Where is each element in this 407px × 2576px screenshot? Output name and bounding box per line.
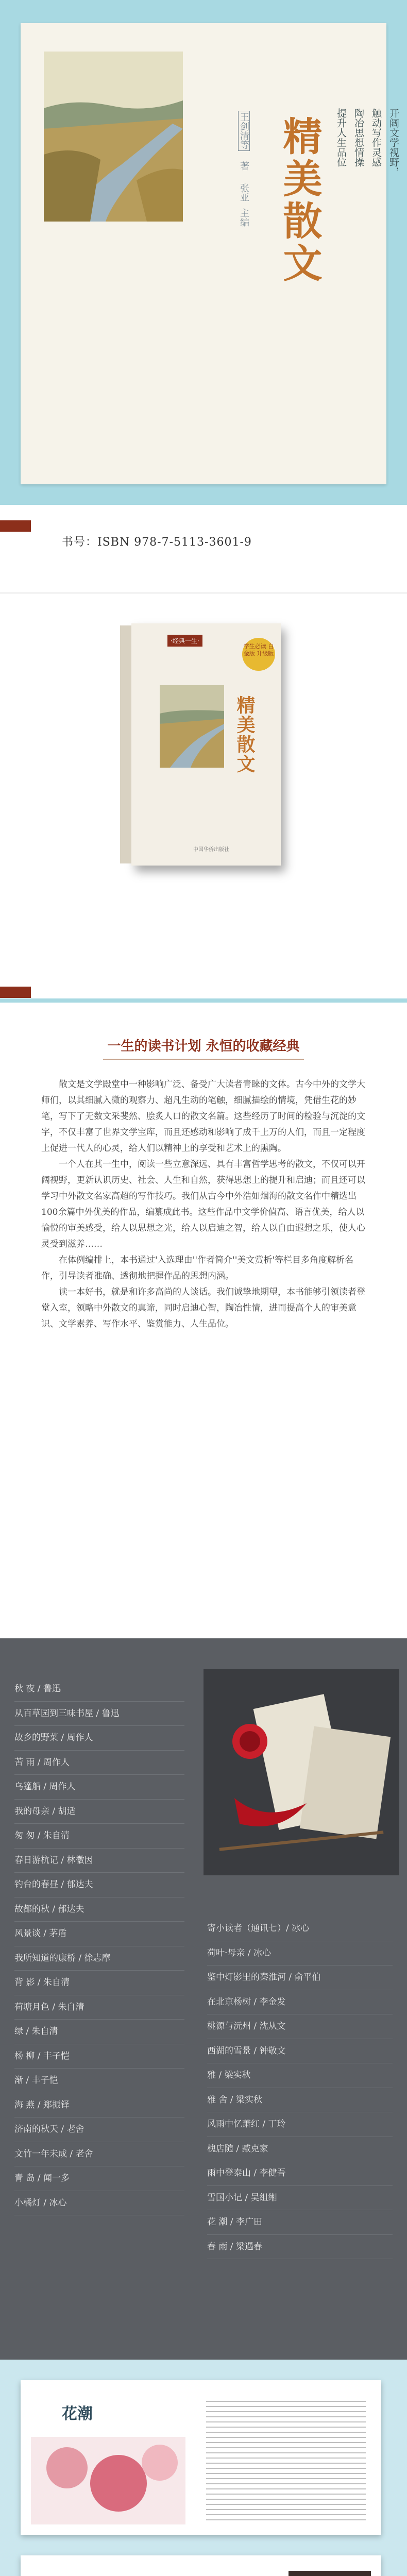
toc-item: 绿 / 朱自清	[14, 2020, 184, 2044]
cover-title: 精美散文	[277, 116, 323, 285]
toc-item: 西湖的雪景 / 钟敬文	[207, 2039, 393, 2064]
editor-role: 主编	[239, 208, 249, 227]
toc-item: 花 潮 / 李广田	[207, 2210, 393, 2235]
toc-item: 雪国小记 / 吴组缃	[207, 2186, 393, 2211]
heading-underline	[103, 1059, 304, 1060]
toc-item: 故都的秋 / 郁达夫	[14, 1897, 184, 1922]
cover-painting	[44, 52, 183, 222]
page-text	[206, 2401, 366, 2524]
book-section	[0, 608, 407, 1030]
toc-item: 寄小读者（通讯七）/ 冰心	[207, 1917, 393, 1941]
description-paragraph: 一个人在其一生中，阅读一些立意深远、具有丰富哲学思考的散文，不仅可以开阔视野，更新认识历史、社会、人生和自然，获得思想上的提升和启迪；而且还可以学习中外散文名家高超的写作技巧。我们从古今中外浩如烟海的散文名作中精选出100余篇中外优美的作品，编纂成此书。这些作品中文学价值高、语言优美，给人以愉悦的审美感受，给人以思想之光，给人以启迪之智，给人以自由遐想之乐，使人心灵受到滋养……	[41, 1159, 365, 1249]
isbn-section	[0, 505, 407, 608]
toc-item: 故乡的野菜 / 周作人	[14, 1726, 184, 1751]
author-role: 著	[239, 161, 249, 171]
red-strip	[0, 987, 31, 998]
cover-section	[0, 0, 407, 505]
toc-item: 小橘灯 / 冰心	[14, 2191, 184, 2216]
toc-item: 雅 舍 / 梁实秋	[207, 2088, 393, 2113]
book-3d	[131, 623, 281, 866]
description-paragraph: 在体例编排上，本书通过'入选理由''作者简介''美文赏析'等栏目多角度解析名作，引导读者准确、透彻地把握作品的思想内涵。	[41, 1255, 354, 1281]
toc-item: 文竹一年未成 / 老舍	[14, 2142, 184, 2167]
toc-item: 荷叶·母亲 / 冰心	[207, 1941, 393, 1966]
slogan-line: 开阔文学视野，	[388, 108, 399, 177]
book-badge: 学生必读 白金版 升级版	[242, 638, 275, 671]
section-bar	[0, 998, 407, 1003]
description-section	[0, 1030, 407, 1638]
book-title: 精美散文	[234, 696, 256, 774]
sample-page	[21, 2555, 381, 2576]
page-title: 花潮	[62, 2405, 93, 2423]
toc-section	[0, 1638, 407, 2360]
sample-page	[21, 2380, 381, 2535]
toc-item: 从百草园到三味书屋 / 鲁迅	[14, 1702, 184, 1726]
toc-item: 雅 / 梁实秋	[207, 2063, 393, 2088]
toc-item: 杨 柳 / 丰子恺	[14, 2044, 184, 2069]
toc-item: 乌篷船 / 周作人	[14, 1775, 184, 1800]
isbn-line	[62, 533, 252, 549]
toc-photo	[204, 1669, 399, 1875]
toc-item: 风景谈 / 茅盾	[14, 1922, 184, 1946]
description-heading: 一生的读书计划 永恒的收藏经典	[107, 1039, 300, 1054]
cover-slogan	[332, 108, 402, 263]
toc-item: 风雨中忆萧红 / 丁玲	[207, 2112, 393, 2137]
description-paragraph: 散文是文学殿堂中一种影响广泛、备受广大读者青睐的文体。古今中外的文学大师们，以其细腻入微的观察力、超凡生动的笔触，细腻描绘的情境，凭借生花的妙笔，写下了无数文采斐然、脍炙人口的散文名篇。这些经历了时间的检验与沉淀的文字，不仅丰富了世界文学宝库，而且还感动和影响了成千上万的人们，而且一定程度上促进一代人的心灵，给人们以精神上的享受和艺术上的熏陶。	[41, 1079, 365, 1154]
toc-left-list	[14, 1677, 184, 2215]
toc-item: 春日游杭记 / 林徽因	[14, 1849, 184, 1873]
book-spine	[120, 625, 131, 863]
toc-item: 槐店随 / 臧克家	[207, 2137, 393, 2162]
toc-item: 雨中登泰山 / 李健吾	[207, 2161, 393, 2186]
author-line	[237, 111, 250, 317]
author-name: 王剑清等	[238, 111, 250, 151]
book-cover	[21, 23, 399, 484]
toc-item: 背 影 / 朱自清	[14, 1971, 184, 1995]
toc-item: 海 燕 / 郑振铎	[14, 2093, 184, 2118]
description-paragraph: 读一本好书，就是和许多高尚的人谈话。我们诚挚地期望，本书能够引领读者登堂入室，领略中外散文的真谛，同时启迪心智，陶冶性情，进而提高个人的审美意识、文学素养、写作水平、鉴赏能力、人生品位。	[41, 1287, 365, 1329]
toc-item: 秋 夜 / 鲁迅	[14, 1677, 184, 1702]
red-strip	[0, 520, 31, 532]
toc-item: 钓台的春昼 / 郁达夫	[14, 1873, 184, 1897]
divider	[0, 592, 407, 594]
toc-right-list	[207, 1917, 393, 2259]
toc-item: 青 岛 / 闻一多	[14, 2166, 184, 2191]
page-illustration	[31, 2437, 185, 2524]
description-body	[41, 1077, 366, 1332]
toc-item: 鉴中灯影里的秦淮河 / 俞平伯	[207, 1965, 393, 1990]
toc-item: 济南的秋天 / 老舍	[14, 2117, 184, 2142]
toc-item: 在北京杨树 / 李金发	[207, 1990, 393, 2015]
toc-item: 春 雨 / 梁遇春	[207, 2235, 393, 2260]
isbn-label: 书号：	[62, 536, 98, 549]
book-publisher: 中国华侨出版社	[193, 847, 229, 853]
toc-item: 匆 匆 / 朱自清	[14, 1824, 184, 1849]
toc-item: 苦 雨 / 周作人	[14, 1751, 184, 1775]
slogan-line: 触动写作灵感	[370, 108, 382, 167]
slogan-line: 陶冶思想情操	[353, 108, 364, 167]
book-cover-painting	[160, 685, 224, 768]
book-series: ·经典一生·	[167, 635, 202, 647]
isbn-value: ISBN 978-7-5113-3601-9	[97, 536, 252, 549]
toc-item: 荷塘月色 / 朱自清	[14, 1995, 184, 2020]
slogan-line: 提升人生品位	[335, 108, 347, 167]
sample-pages-section	[0, 2360, 407, 2576]
editor-name: 张亚	[239, 183, 249, 202]
toc-item: 我的母亲 / 胡适	[14, 1800, 184, 1824]
toc-item: 桃源与沅州 / 沈从文	[207, 2014, 393, 2039]
toc-item: 渐 / 丰子恺	[14, 2069, 184, 2093]
portrait-illustration	[289, 2571, 371, 2576]
toc-item: 我所知道的康桥 / 徐志摩	[14, 1946, 184, 1971]
